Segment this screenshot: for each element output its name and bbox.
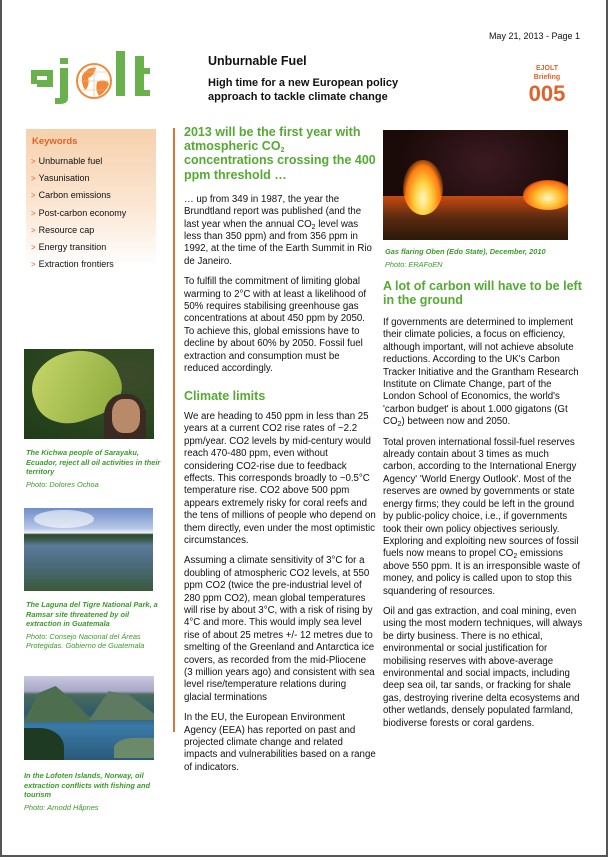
main-column <box>184 125 376 782</box>
photo-lofoten <box>24 676 154 760</box>
section-heading-carbon: A lot of carbon will have to be left in the ground <box>383 279 582 307</box>
keyword-item: > Carbon emissions <box>31 190 111 201</box>
paragraph: … up from 349 in 1987, the year the Brundtland report was published (and the last year when the annual $CO_2$ level was less than 350 ppm) and from 356 ppm in 1992, at the time of the Earth Summit in Rio de Janeiro. <box>184 193 372 267</box>
chevron-right-icon: > <box>31 208 36 218</box>
chevron-right-icon: > <box>31 174 36 184</box>
paragraph: Assuming a climate sensitivity of 3°C for a doubling of atmospheric CO2 levels, at 550 ppm CO2 (twice the pre-industrial level of 280 ppm CO2), mean global temperatures will rise by about 3°C, with a risk of rising by 4°C and more. This would imply sea level rise of about 25 metres +/- 12 metres due to smelting of the Greenland and Antarctica ice covers, as recorded from the mid-Pliocene (3 million years ago) and consistent with sea level rise/temperature relations during glacial terminations <box>184 555 375 703</box>
chevron-right-icon: > <box>31 225 36 235</box>
caption-lofoten: In the Lofoten Islands, Norway, oil extraction conflicts with fishing and tourism Photo: Arnodd Håpnes <box>24 771 151 812</box>
paragraph: To fulfill the commitment of limiting global warming to 2°C with at least a likelihood of 50% requires stabilising greenhouse gas concentrations at about 450 ppm by 2050. To achieve this, global emissions have to decline by about 60% by 2050. Fossil fuel extraction and consumption must be reduced accordingly. <box>184 276 367 375</box>
photo-kichwa <box>24 349 154 439</box>
paragraph: If governments are determined to implement their climate policies, a focus on efficiency, although important, will not achieve absolute reductions. According to the UK's Carbon Tracker Initiative and the Grantham Research Institute on Climate Change, part of the London School of Economics, the world's 'carbon budget' is about 1.000 gigatons (Gt $CO_2$) between now and 2050. <box>383 317 579 429</box>
caption-kichwa: The Kichwa people of Sarayaku, Ecuador, reject all oil activities in their territory Photo: Dolores Ochoa <box>26 448 161 489</box>
keyword-item: > Yasunisation <box>31 173 90 184</box>
keywords-box <box>26 129 156 270</box>
keyword-item: > Extraction frontiers <box>31 259 114 270</box>
chevron-right-icon: > <box>31 243 36 253</box>
keywords-list <box>31 153 126 273</box>
keyword-item: > Resource cap <box>31 224 95 235</box>
paragraph: Total proven international fossil-fuel reserves already contain about 3 times as much carbon, according to the International Energy Agency' 'World Energy Outlook'. Most of the reserves are owned by governments or state energy firms; they could be left in the ground by public-policy choice, i.e., if governments took their own policy objectives seriously. Exploring and exploiting new sources of fossil fuels now means to propel $CO_2$ emissions above 550 ppm. It is an irresponsible waste of money, and policy is called upon to stop this squandering of resources. <box>383 436 581 597</box>
paragraph: We are heading to 450 ppm in less than 25 years at a current CO2 rise rates of ~2.2 ppm/year. CO2 levels by mid-century would reach 470-480 ppm, even without considering CO2-rise due to feedback effects. This corresponds broadly to ~0.5°C temperature rise. CO2 above 500 ppm appears extremely risky for coral reefs and the tens of millions of people who depend on them directly, even under the most optimistic circumstances. <box>184 410 376 546</box>
chevron-right-icon: > <box>31 260 36 270</box>
photo-gas-flaring <box>383 130 568 240</box>
chevron-right-icon: > <box>31 157 36 166</box>
section-heading-co2: 2013 will be the first year with atmospheric $CO_2$ concentrations crossing the 400 ppm threshold … <box>184 125 376 182</box>
caption-gas-flaring: Gas flaring Oben (Edo State), December, 2010 Photo: ERAFoEN <box>385 247 546 269</box>
briefing-org: EJOLT <box>535 65 559 72</box>
paragraph: Oil and gas extraction, and coal mining, even using the most modern techniques, will always be dirty business. There is no ethical, environmental or social justification for mobilising reserves with above-average environmental and social impacts, including deep sea oil, tar sands, or fracking for shale gas, destroying riverine delta ecosystems and other wetlands, densely populated farmland, biodiverse forests or coral gardens. <box>383 605 583 729</box>
briefing-number: 005 <box>528 81 566 106</box>
date-page-label: May 21, 2013 - Page 1 <box>488 31 580 41</box>
briefing-label: Briefing <box>533 74 561 81</box>
keyword-item: > Post-carbon economy <box>31 207 127 218</box>
photo-laguna <box>24 508 153 591</box>
paragraph: In the EU, the European Environment Agency (EEA) has reported on past and projected climate change and related impacts and vulnerabilities based on a range of indicators. <box>184 712 376 773</box>
column-divider <box>173 128 175 732</box>
keyword-item: > Unburnable fuel <box>31 156 103 166</box>
document-title: Unburnable Fuel <box>208 54 307 68</box>
ejolt-logo <box>27 46 165 106</box>
caption-laguna: The Laguna del Tigre National Park, a Ramsar site threatened by oil extraction in Guatemala Photo: Consejo Nacional del Áreas Protegidas. Gobierno de Guatemala <box>26 600 158 650</box>
right-column <box>383 280 583 738</box>
keyword-item: > Energy transition <box>31 242 107 253</box>
keywords-title: Keywords <box>32 136 78 147</box>
briefing-badge <box>507 64 587 106</box>
section-heading-climate-limits: Climate limits <box>184 388 266 403</box>
chevron-right-icon: > <box>31 191 36 201</box>
globe-icon <box>77 64 111 98</box>
document-subtitle: High time for a new European policy approach to tackle climate change <box>208 77 399 103</box>
